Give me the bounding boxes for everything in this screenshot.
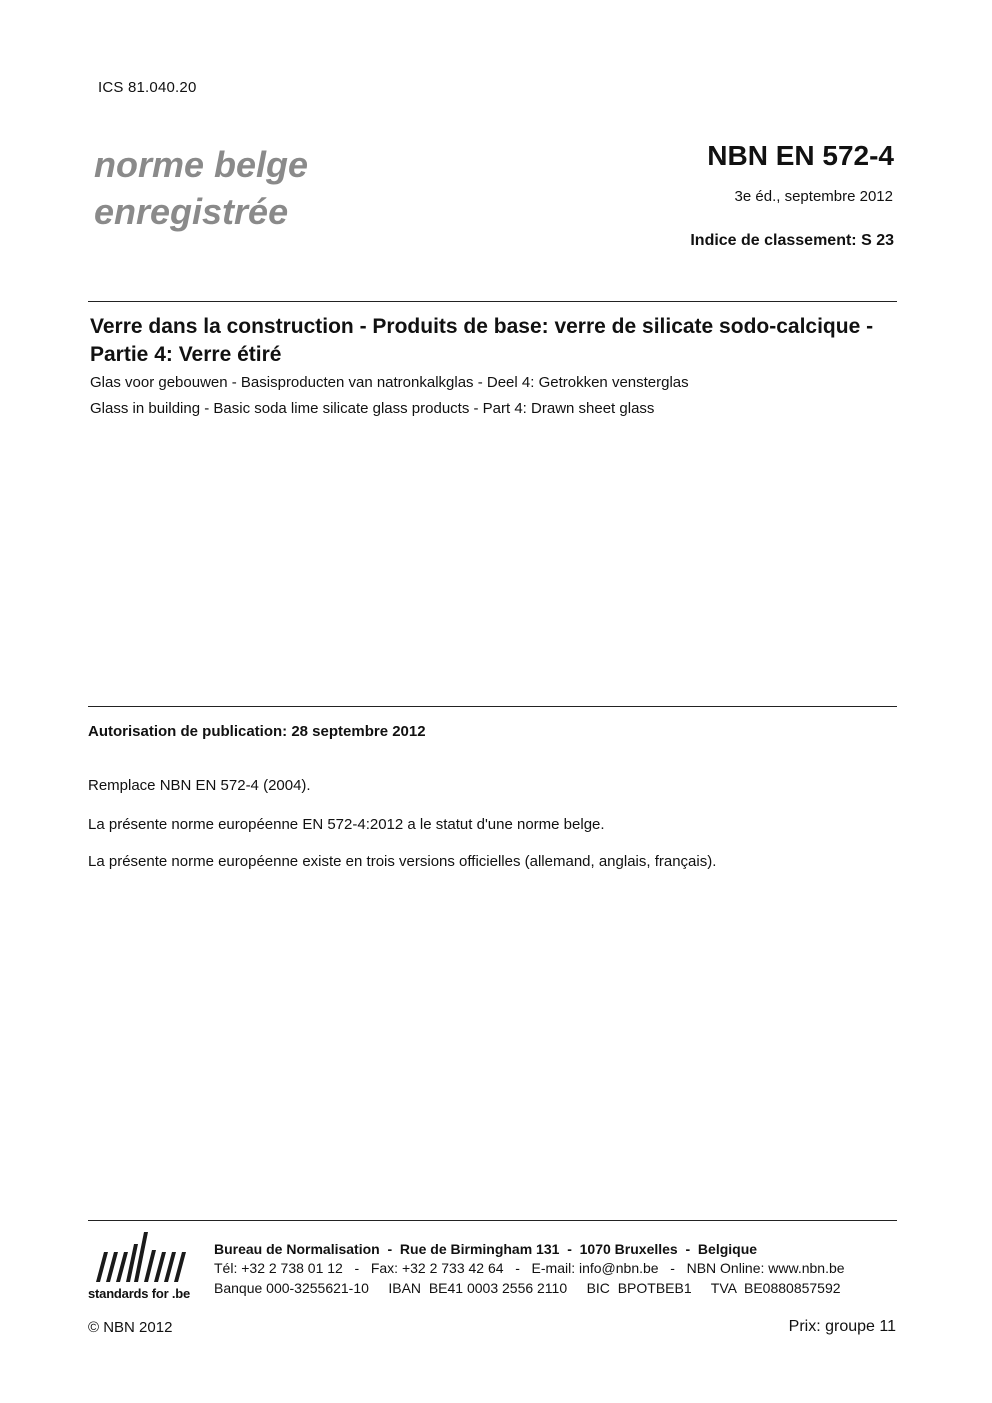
norme-label bbox=[94, 141, 494, 235]
norme-label-line-2: enregistrée bbox=[94, 191, 289, 232]
price-group: Prix: groupe 11 bbox=[788, 1318, 896, 1335]
replaces-note: Remplace NBN EN 572-4 (2004). bbox=[88, 777, 311, 794]
title-french: Verre dans la construction - Produits de base: verre de silicate sodo-calcique - Partie 4: Verre étiré bbox=[90, 315, 874, 366]
title-english: Glass in building - Basic soda lime silicate glass products - Part 4: Drawn sheet glass bbox=[90, 400, 655, 417]
classification-index: Indice de classement: S 23 bbox=[690, 232, 894, 249]
footer-bank: Banque 000-3255621-10 IBAN BE41 0003 2556 2110 BIC BPOTBEB1 TVA BE0880857592 bbox=[214, 1280, 841, 1296]
edition-date: 3e éd., septembre 2012 bbox=[734, 188, 893, 205]
status-note: La présente norme européenne EN 572-4:2012 a le statut d'une norme belge. bbox=[88, 816, 605, 833]
norme-label-line-1: norme belge bbox=[94, 144, 309, 185]
title-dutch: Glas voor gebouwen - Basisproducten van natronkalkglas - Deel 4: Getrokken vensterglas bbox=[90, 374, 689, 391]
divider-middle bbox=[88, 706, 897, 707]
divider-footer bbox=[88, 1220, 897, 1221]
versions-note: La présente norme européenne existe en trois versions officielles (allemand, anglais, français). bbox=[88, 853, 717, 870]
publication-authorisation: Autorisation de publication: 28 septembre 2012 bbox=[88, 723, 426, 740]
logo-tagline: standards for .be bbox=[88, 1286, 191, 1301]
divider-top bbox=[88, 301, 897, 302]
copyright: © NBN 2012 bbox=[88, 1319, 173, 1336]
footer-address: Bureau de Normalisation - Rue de Birmingham 131 - 1070 Bruxelles - Belgique bbox=[214, 1241, 758, 1257]
footer-contact: Tél: +32 2 738 01 12 - Fax: +32 2 733 42 64 - E-mail: info@nbn.be - NBN Online: www.nbn.be bbox=[214, 1260, 845, 1276]
standard-number: NBN EN 572-4 bbox=[707, 140, 894, 171]
ics-code: ICS 81.040.20 bbox=[98, 79, 197, 96]
